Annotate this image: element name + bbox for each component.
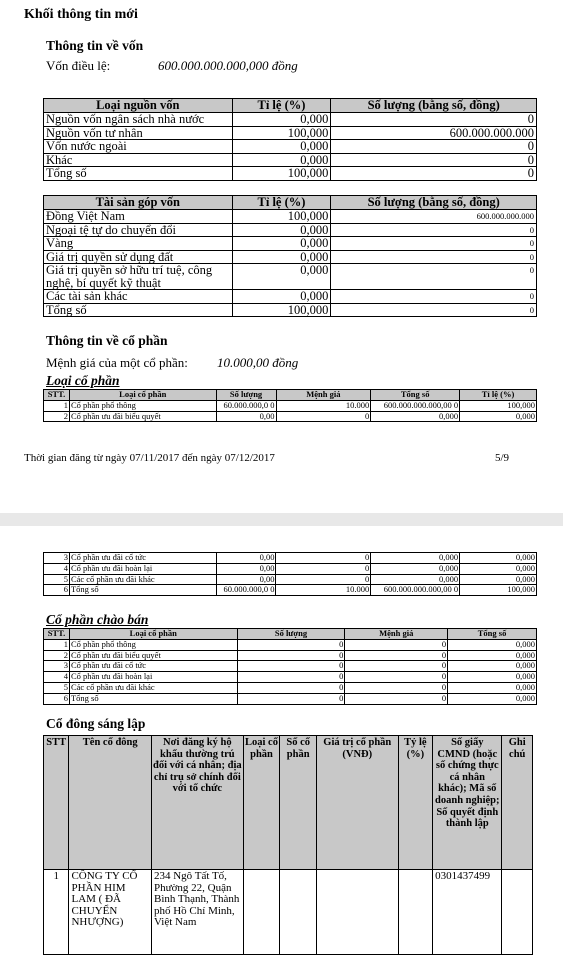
col-header: Giá trị cổ phần (VNĐ) <box>317 736 399 870</box>
cell: 10.000 <box>276 400 371 411</box>
par-value-label: Mệnh giá của một cổ phần: <box>46 355 188 370</box>
table-row <box>44 264 537 290</box>
cell: 0,000 <box>371 411 460 422</box>
cell: 0 <box>331 264 537 290</box>
cell: 2 <box>44 411 70 422</box>
cell: Các tài sản khác <box>44 290 233 304</box>
cell: Giá trị quyền sử dụng đất <box>44 250 233 264</box>
table-row <box>44 113 537 127</box>
share-types-title: Loại cổ phần <box>46 373 120 388</box>
offering-title: Cổ phần chào bán <box>46 612 149 627</box>
col-header: Tổng số <box>448 629 537 640</box>
cell: 0,00 <box>216 411 276 422</box>
cell: Tổng số <box>44 303 233 317</box>
cell: 0 <box>237 693 345 704</box>
cell: 0 <box>276 563 371 574</box>
cell: 0 <box>331 223 537 237</box>
capital-assets-table <box>43 195 537 317</box>
cell: Cổ phần ưu đãi cổ tức <box>69 661 237 672</box>
cell: 0,000 <box>460 574 537 585</box>
cell: 0,00 <box>216 563 276 574</box>
table-row <box>44 682 537 693</box>
col-header: Ghi chú <box>502 736 533 870</box>
table-row <box>44 574 537 585</box>
cell: 0 <box>345 650 448 661</box>
page-heading: Khối thông tin mới <box>24 7 138 22</box>
share-types-table-continued <box>43 552 537 596</box>
cell: Đồng Việt Nam <box>44 210 233 224</box>
col-header: Mệnh giá <box>345 629 448 640</box>
col-header: Tỉ lệ (%) <box>232 196 331 210</box>
col-header: Số giấy CMND (hoặc số chứng thực cá nhân khác); Mã số doanh nghiệp; Số quyết định thành lập <box>433 736 502 870</box>
capital-title: Thông tin về vốn <box>46 38 144 53</box>
table-row <box>44 870 533 955</box>
cell: 0 <box>237 639 345 650</box>
table-row <box>44 167 537 181</box>
cell: 6 <box>44 585 70 596</box>
cell: 1 <box>44 639 70 650</box>
col-header: Số lượng <box>216 390 276 401</box>
cell: 6 <box>44 693 70 704</box>
col-header: Số lượng <box>237 629 345 640</box>
cell: 60.000.000,0 0 <box>216 585 276 596</box>
cell: 0 <box>276 553 371 564</box>
cell: 0 <box>331 113 537 127</box>
cell: Tổng số <box>69 585 216 596</box>
cell: 0,000 <box>448 672 537 683</box>
cell: 0,000 <box>371 563 460 574</box>
table-row <box>44 250 537 264</box>
cell: 5 <box>44 574 70 585</box>
cell: 100,000 <box>232 303 331 317</box>
share-types-table <box>43 389 537 422</box>
cell: 0 <box>237 661 345 672</box>
col-header: Nơi đăng ký hộ khẩu thường trú đối với cá nhân; địa chỉ trụ sở chính đối với tổ chức <box>151 736 243 870</box>
col-header: Tỷ lệ (%) <box>398 736 433 870</box>
col-header: STT. <box>44 629 70 640</box>
cell: 0,00 <box>216 553 276 564</box>
col-header: Loại cổ phần <box>69 390 216 401</box>
cell: 0,000 <box>460 411 537 422</box>
cell: 4 <box>44 563 70 574</box>
cell: Cổ phần ưu đãi biểu quyết <box>69 650 237 661</box>
cell: Các cổ phần ưu đãi khác <box>69 682 237 693</box>
cell: 0 <box>237 672 345 683</box>
table-row <box>44 650 537 661</box>
col-header: Tài sản góp vốn <box>44 196 233 210</box>
cell <box>243 870 280 955</box>
cell: 0,000 <box>448 639 537 650</box>
founders-table <box>43 735 533 955</box>
table-row <box>44 303 537 317</box>
cell: Ngoại tệ tự do chuyển đổi <box>44 223 233 237</box>
cell: 0 <box>345 682 448 693</box>
col-header: Số cổ phần <box>280 736 317 870</box>
table-row <box>44 126 537 140</box>
col-header: Tổng số <box>371 390 460 401</box>
cell: 0 <box>331 250 537 264</box>
cell: 100,000 <box>460 585 537 596</box>
cell: 0 <box>331 153 537 167</box>
cell: 4 <box>44 672 70 683</box>
cell: 600.000.000.000 <box>331 126 537 140</box>
cell: 0,000 <box>232 140 331 154</box>
cell: 0 <box>331 167 537 181</box>
table-row <box>44 210 537 224</box>
cell: 0,000 <box>232 113 331 127</box>
table-row <box>44 411 537 422</box>
cell: 100,000 <box>232 126 331 140</box>
col-header: STT. <box>44 390 70 401</box>
col-header: Tên cổ đông <box>69 736 152 870</box>
cell: Vàng <box>44 237 233 251</box>
cell: 0 <box>331 303 537 317</box>
table-row <box>44 140 537 154</box>
table-row <box>44 153 537 167</box>
cell: 2 <box>44 650 70 661</box>
cell: 3 <box>44 661 70 672</box>
cell: Cổ phần phổ thông <box>69 639 237 650</box>
cell: 600.000.000.000,00 0 <box>371 400 460 411</box>
cell: 600.000.000.000,00 0 <box>371 585 460 596</box>
col-header: STT <box>44 736 69 870</box>
cell: 0301437499 <box>433 870 502 955</box>
table-row <box>44 585 537 596</box>
table-row <box>44 290 537 304</box>
cell: Khác <box>44 153 233 167</box>
table-row <box>44 672 537 683</box>
cell: 600.000.000.000 <box>331 210 537 224</box>
table-row <box>44 563 537 574</box>
cell: 234 Ngô Tất Tố, Phường 22, Quận Bình Thạnh, Thành phố Hồ Chí Minh, Việt Nam <box>151 870 243 955</box>
par-value: 10.000,00 đồng <box>217 355 299 370</box>
col-header: Loại cổ phần <box>69 629 237 640</box>
col-header: Số lượng (bằng số, đồng) <box>331 99 537 113</box>
cell: Nguồn vốn tư nhân <box>44 126 233 140</box>
capital-sources-table <box>43 98 537 181</box>
cell: 5 <box>44 682 70 693</box>
cell: Vốn nước ngoài <box>44 140 233 154</box>
cell: 0,000 <box>232 237 331 251</box>
founders-title: Cổ đông sáng lập <box>46 716 146 731</box>
cell: 0 <box>331 290 537 304</box>
cell: 1 <box>44 870 69 955</box>
cell: 3 <box>44 553 70 564</box>
col-header: Tỉ lệ (%) <box>232 99 331 113</box>
cell: Tổng số <box>44 167 233 181</box>
cell: 0,000 <box>448 661 537 672</box>
cell: Nguồn vốn ngân sách nhà nước <box>44 113 233 127</box>
cell <box>280 870 317 955</box>
cell: 0 <box>237 650 345 661</box>
col-header: Mệnh giá <box>276 390 371 401</box>
cell: Các cổ phần ưu đãi khác <box>69 574 216 585</box>
cell: 0 <box>331 140 537 154</box>
cell: Cổ phần ưu đãi hoàn lại <box>69 563 216 574</box>
cell: 0,000 <box>232 223 331 237</box>
table-row <box>44 693 537 704</box>
charter-capital-label: Vốn điều lệ: <box>46 58 111 73</box>
cell: 0,000 <box>448 682 537 693</box>
col-header: Loại nguồn vốn <box>44 99 233 113</box>
cell: 100,000 <box>232 210 331 224</box>
cell: Cổ phần ưu đãi biểu quyết <box>69 411 216 422</box>
cell: 0,000 <box>460 563 537 574</box>
cell: 0 <box>345 693 448 704</box>
cell: 0 <box>345 639 448 650</box>
cell: Giá trị quyền sở hữu trí tuệ, công nghệ, bí quyết kỹ thuật <box>44 264 233 290</box>
table-row <box>44 639 537 650</box>
cell <box>398 870 433 955</box>
cell: 0,000 <box>232 250 331 264</box>
cell: 0,000 <box>232 290 331 304</box>
cell: 0 <box>345 661 448 672</box>
cell: 0,00 <box>216 574 276 585</box>
cell: 0,000 <box>371 553 460 564</box>
cell <box>317 870 399 955</box>
offering-table <box>43 628 537 705</box>
cell: 0,000 <box>371 574 460 585</box>
posting-period: Thời gian đăng từ ngày 07/11/2017 đến ngày 07/12/2017 <box>24 452 275 464</box>
cell: 0 <box>276 411 371 422</box>
table-row <box>44 223 537 237</box>
table-row <box>44 237 537 251</box>
cell: 60.000.000,0 0 <box>216 400 276 411</box>
cell: 0,000 <box>232 264 331 290</box>
cell: 0 <box>237 682 345 693</box>
cell: CÔNG TY CỔ PHẦN HIM LAM ( ĐÃ CHUYỂN NHƯỢNG) <box>69 870 152 955</box>
col-header: Loại cổ phần <box>243 736 280 870</box>
col-header: Số lượng (bằng số, đồng) <box>331 196 537 210</box>
cell: 0 <box>345 672 448 683</box>
cell: 100,000 <box>232 167 331 181</box>
table-row <box>44 661 537 672</box>
table-row <box>44 553 537 564</box>
charter-capital-value: 600.000.000.000,000 đồng <box>158 58 298 73</box>
col-header: Tỉ lệ (%) <box>460 390 537 401</box>
cell: 1 <box>44 400 70 411</box>
cell: 100,000 <box>460 400 537 411</box>
cell: 0 <box>331 237 537 251</box>
table-row <box>44 400 537 411</box>
page-number: 5/9 <box>495 452 510 464</box>
cell: 0 <box>276 574 371 585</box>
cell: Cổ phần ưu đãi cổ tức <box>69 553 216 564</box>
cell: Cổ phần ưu đãi hoàn lại <box>69 672 237 683</box>
cell: Cổ phần phổ thông <box>69 400 216 411</box>
cell: 0,000 <box>460 553 537 564</box>
page-separator <box>0 513 563 526</box>
cell: 0,000 <box>448 693 537 704</box>
cell <box>502 870 533 955</box>
cell: 0,000 <box>232 153 331 167</box>
cell: 10.000 <box>276 585 371 596</box>
cell: Tổng số <box>69 693 237 704</box>
cell: 0,000 <box>448 650 537 661</box>
shares-title: Thông tin về cổ phần <box>46 333 168 348</box>
